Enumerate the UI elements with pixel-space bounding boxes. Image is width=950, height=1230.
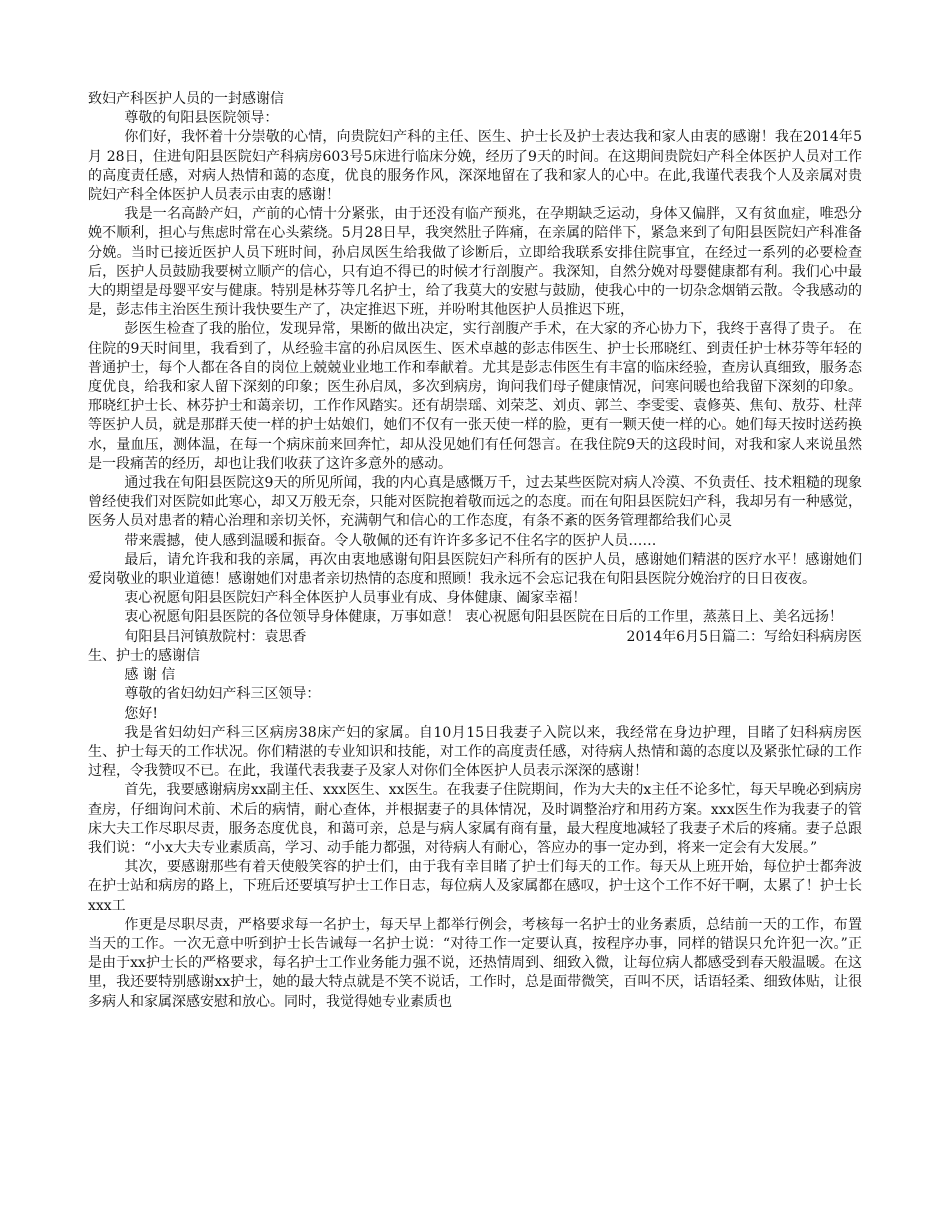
letter2-paragraph: 其次，要感谢那些有着天使般笑容的护士们，由于我有幸目睹了护士们每天的工作。每天从上班开始，每位护士都奔波在护士站和病房的路上，下班后还要填写护士工作日志，每位病人及家属都在感叹，护士这个工作不好干啊，太累了！护士长xxx工 (88, 859, 862, 914)
letter1-date-and-next-title: 2014年6月5日篇二：写给妇科病房医 (626, 628, 862, 645)
letter2-paragraph: 我是省妇幼妇产科三区病房38床产妇的家属。自10月15日我妻子入院以来，我经常在身边护理，目睹了妇科病房医生、护士每天的工作状况。你们精湛的专业知识和技能，对工作的高度责任感，对待病人热情和蔼的态度以及紧张忙碌的工作过程，令我赞叹不已。在此，我谨代表我妻子及家人对你们全体医护人员表示深深的感谢！ (88, 724, 862, 780)
letter2-title: 感 谢 信 (124, 667, 176, 684)
next-title-tail: 生、护士的感谢信 (88, 647, 200, 664)
letter2-paragraph: 作更是尽职尽责，严格要求每一名护士，每天早上都举行例会，考核每一名护士的业务素质，总结前一天的工作，布置当天的工作。一次无意中听到护士长告诫每一名护士说：“对待工作一定要认真，按程序办事，同样的错误只允许犯一次。”正是由于xx护士长的严格要求，每名护士工作业务能力强不说，还热情周到、细致入微，让每位病人都感受到春天般温暖。在这里，我还要特别感谢xx护士，她的最大特点就是不笑不说话，工作时，总是面带微笑，百叫不厌，话语轻柔、细致体贴，让很多病人和家属深感安慰和放心。同时，我觉得她专业素质也 (88, 916, 862, 1010)
letter1-paragraph: 最后，请允许我和我的亲属，再次由衷地感谢旬阳县医院妇产科所有的医护人员，感谢她们精湛的医疗水平！感谢她们爱岗敬业的职业道德！感谢她们对患者亲切热情的态度和照顾！我永远不会忘记我在旬阳县医院分娩治疗的日日夜夜。 (88, 551, 862, 588)
letter1-paragraph: 通过我在旬阳县医院这9天的所见所闻，我的内心真是感慨万千，过去某些医院对病人冷漠、不负责任、技术粗糙的现象曾经使我们对医院如此寒心，却又万般无奈，只能对医院抱着敬而远之的态度。而在旬阳县医院妇产科，我却另有一种感觉，医务人员对患者的精心治理和亲切关怀，充满朝气和信心的工作态度，有条不紊的医务管理都给我们心灵 (88, 475, 862, 530)
letter1-paragraph: 带来震撼，使人感到温暖和振奋。令人敬佩的还有许许多多记不住名字的医护人员…… (124, 532, 657, 549)
letter1-paragraph: 彭医生检查了我的胎位，发现异常，果断的做出决定，实行剖腹产手术，在大家的齐心协力下，我终于喜得了贵子。 在住院的9天时间里，我看到了，从经验丰富的孙启凤医生、医术卓越的彭志伟医生、护士长邢晓红、到责任护士林芬等年轻的普通护士，每个人都在各自的岗位上兢兢业业地工作和奉献着。尤其是彭志伟医生有丰富的临床经验，查房认真细致，服务态度优良，给我和家人留下深刻的印象；医生孙启凤，多次到病房，询问我们母子健康情况，问寒问暖也给我留下深刻的印象。邢晓红护士长、林芬护士和蔼亲切，工作作风踏实。还有胡崇瑶、刘荣芝、刘贞、郭兰、李雯雯、袁修英、焦旬、敖芬、杜萍等医护人员，就是那群天使一样的护士姑娘们，她们不仅有一张天使一样的脸，更有一颗天使一样的心。她们每天按时送药换水，量血压，测体温，在每一个病床前来回奔忙，却从没见她们有任何怨言。在我住院9天的这段时间，对我和家人来说虽然是一段痛苦的经历，却也让我们收获了这许多意外的感动。 (88, 321, 862, 472)
letter1-paragraph: 衷心祝愿旬阳县医院的各位领导身体健康，万事如意！ 衷心祝愿旬阳县医院在日后的工作里，蒸蒸日上、美名远扬！ (124, 609, 843, 626)
letter2-salutation: 尊敬的省妇幼妇产科三区领导： (124, 686, 321, 703)
letter2-paragraph: 首先，我要感谢病房xx副主任、xxx医生、xx医生。在我妻子住院期间，作为大夫的x主任不论多忙，每天早晚必到病房查房，仔细询问术前、术后的病情，耐心查体，并根据妻子的具体情况，及时调整治疗和用药方案。xxx医生作为我妻子的管床大夫工作尽职尽责，服务态度优良，和蔼可亲，总是与病人家属有商有量，最大程度地减轻了我妻子术后的疼痛。妻子总跟我们说：“小x大夫专业素质高，学习、动手能力都强，对待病人有耐心，答应办的事一定办到，将来一定会有大发展。” (88, 782, 862, 856)
letter1-signer: 旬阳县吕河镇敖院村：袁思香 (124, 628, 307, 645)
letter2-greeting: 您好! (124, 705, 159, 722)
letter1-paragraph: 我是一名高龄产妇，产前的心情十分紧张，由于还没有临产预兆，在孕期缺乏运动，身体又偏胖，又有贫血症，唯恐分娩不顺利，担心与焦虑时常在心头萦绕。5月28日早，我突然肚子阵痛，在亲属的陪伴下，紧急来到了旬阳县医院妇产科准备分娩。当时已接近医护人员下班时间，孙启凤医生给我做了诊断后，立即给我联系安排住院事宜，在经过一系列的必要检查后，医护人员鼓励我要树立顺产的信心，只有迫不得已的时候才行剖腹产。我深知，自然分娩对母婴健康都有利。我们心中最大的期望是母婴平安与健康。特别是林芬等几名护士，给了我莫大的安慰与鼓励，使我心中的一切杂念烟销云散。令我感动的是，彭志伟主治医生预计我快要生产了，决定推迟下班，并吩咐其他医护人员推迟下班， (88, 206, 862, 319)
document-title: 致妇产科医护人员的一封感谢信 (88, 91, 284, 107)
letter1-paragraph: 衷心祝愿旬阳县医院妇产科全体医护人员事业有成、身体健康、阖家幸福！ (124, 590, 587, 607)
letter1-paragraph: 你们好，我怀着十分崇敬的心情，向贵院妇产科的主任、医生、护士长及护士表达我和家人由衷的感谢！我在2014年5月 28日，住进旬阳县医院妇产科病房603号5床进行临床分娩，经历了9天的时间。在这期间贵院妇产科全体医护人员对工作的高度责任感，对病人热情和蔼的态度，优良的服务作风，深深地留在了我和家人的心中。在此,我谨代表我个人及亲属对贵院妇产科全体医护人员表示由衷的感谢！ (88, 129, 862, 204)
letter1-salutation: 尊敬的旬阳县医院领导： (124, 110, 279, 127)
letter1-signature-line (88, 628, 862, 647)
